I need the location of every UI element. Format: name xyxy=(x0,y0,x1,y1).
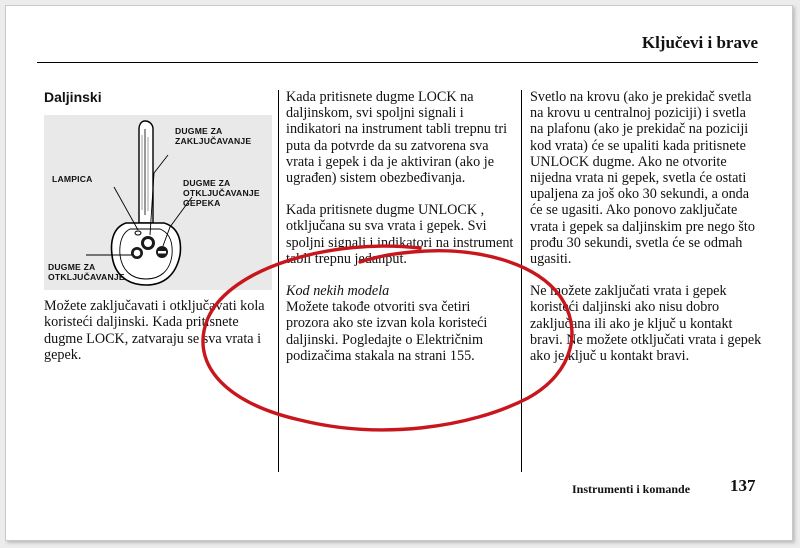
col1-paragraph: Možete zaključavati i otključavati kola koristeći daljinski. Kada pritisnete dugme LOCK, zatvaraju se sva vrata i gepek. xyxy=(44,298,265,363)
col2-paragraph-2: Kada pritisnete dugme UNLOCK , otključana su sva vrata i gepek. Svi spoljni signali i indikatori na instrument tabli trepnu jedanput. xyxy=(286,202,514,267)
header-rule xyxy=(37,62,758,63)
column-2 xyxy=(286,89,514,380)
lock-button-label: DUGME ZA ZAKLJUČAVANJE xyxy=(175,126,252,147)
footer-section-name: Instrumenti i komande xyxy=(572,482,691,496)
model-note-title: Kod nekih modela xyxy=(286,283,390,300)
lamp-label: LAMPICA xyxy=(52,174,93,185)
column-divider-1 xyxy=(278,90,279,472)
page-header-title: Ključevi i brave xyxy=(641,33,758,52)
col2-paragraph-1: Kada pritisnete dugme LOCK na daljinskom, svi spoljni signali i indikatori na instrument tabli trepnu tri puta da potvrde da su zatvorena sva vrata i gepek i da je aktiviran (ako je ugrađen) sistem obezbeđivanja. xyxy=(286,89,508,187)
col3-paragraph-1: Svetlo na krovu (ako je prekidač svetla na krovu u centralnoj poziciji) i svetla na plafonu (ako je prekidač na poziciji kod vrata) će se upaliti kada pritisnete UNLOCK dugme. Ako ne otvorite nijedna vrata ni gepek, svetla će ostati upaljena za još oko 30 sekundi, a onda će se ugasiti. Ako ponovo zaključate vrata i gepek sa daljinskim pre nego što prođu 30 sekundi, svetla će se odmah ugasiti. xyxy=(530,89,755,268)
unlock-button-label: DUGME ZA OTKLJUČAVANJE xyxy=(48,262,125,283)
column-divider-2 xyxy=(521,90,522,472)
col2-paragraph-3: Možete takođe otvoriti sva četiri prozora ako ste izvan kola koristeći daljinski. Pogledajte o Električnim podizačima stakala na strani 155. xyxy=(286,299,488,364)
remote-key-figure xyxy=(44,115,272,290)
column-3 xyxy=(530,89,762,380)
trunk-unlock-button-label: DUGME ZA OTKLJUČAVANJE GEPEKA xyxy=(183,178,260,209)
section-title: Daljinski xyxy=(44,89,102,105)
page-number: 137 xyxy=(730,476,756,495)
column-1 xyxy=(44,89,272,363)
col3-paragraph-2: Ne možete zaključati vrata i gepek koristeći daljinski ako nisu dobro zaključana ili ako je ključ u kontakt bravi. Ne možete otključati vrata i gepek ako je ključ u kontakt bravi. xyxy=(530,283,762,365)
